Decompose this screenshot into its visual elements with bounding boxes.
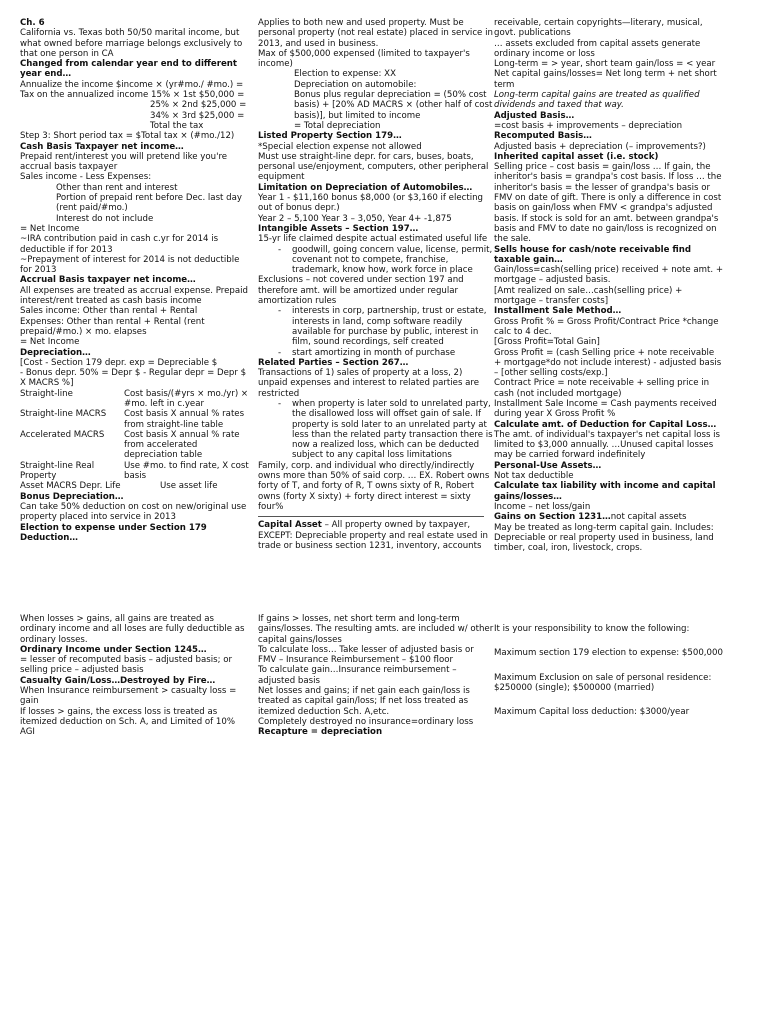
text-line: Transactions of 1) sales of property at a loss, 2) unpaid expenses and interest to related parties are restricted — [258, 368, 480, 399]
dash-marker: - — [278, 347, 282, 358]
depreciation-method: Asset MACRS Depr. Life — [20, 481, 121, 492]
text-line: 15-yr life claimed despite actual estimated useful life — [258, 234, 488, 245]
chapter-heading: Ch. 6 — [20, 18, 45, 28]
text-line: Max of $500,000 expensed (limited to taxpayer's income) — [258, 48, 470, 70]
text-line: To calculate loss… Take lesser of adjusted basis or FMV – Insurance Reimbursement – $100 floor — [258, 644, 474, 666]
depreciation-formula: Cost basis X annual % rates from straight-line table — [124, 409, 245, 430]
text-line: Portion of prepaid rent before Dec. last day (rent paid/#mo.) — [56, 193, 242, 214]
text-line: Long-term = > year, short team gain/loss = < year — [494, 59, 716, 70]
depreciation-method: Straight-line MACRS — [20, 409, 107, 420]
text-line: Income – net loss/gain — [494, 501, 591, 512]
text-line: Family, corp. and individual who directly/indirectly owns more than 50% of said corp. … EX. Robert owns forty of T, and forty of R, T owns sixty of R, Robert owns (forty X sixty) + forty direct interest = sixty four% — [258, 460, 490, 512]
bullet-item — [258, 306, 494, 347]
text-line: Maximum section 179 election to expense: $500,000 — [494, 648, 723, 659]
spacer — [494, 659, 724, 673]
section-heading: Gains on Section 1231… — [494, 512, 611, 523]
text-line: = Net Income — [20, 223, 80, 234]
text-line: Annualize the income $income × (yr#mo./ #mo.) = Tax on the annualized income 15% × 1st $50,000 = — [20, 79, 245, 101]
section-heading: Recomputed Basis… — [494, 131, 592, 142]
section-heading: Calculate amt. of Deduction for Capital Loss… — [494, 419, 717, 430]
column-6 — [494, 624, 724, 717]
capital-asset-term: Capital Asset — [258, 520, 322, 531]
text-line: Sales income - Less Expenses: — [20, 172, 152, 183]
dash-marker: - — [278, 398, 282, 409]
text-line: Long-term capital gains are treated as qualified dividends and taxed that way. — [494, 90, 700, 111]
text-line: Not tax deductible — [494, 471, 574, 482]
divider — [258, 516, 484, 517]
text-line: receivable, certain copyrights—literary, musical, govt. publications — [494, 18, 703, 39]
text-line: Maximum Capital loss deduction: $3000/year — [494, 707, 690, 718]
text-line: 25% × 2nd $25,000 = — [150, 100, 247, 111]
depreciation-row — [20, 409, 252, 430]
depreciation-row — [20, 461, 252, 482]
spacer — [494, 634, 724, 648]
section-heading: Inherited capital asset (i.e. stock) — [494, 151, 659, 162]
text-line: Step 3: Short period tax = $Total tax × (#mo./12) — [20, 131, 235, 142]
text-line: 34% × 3rd $25,000 = — [150, 110, 245, 121]
section-heading: Intangible Assets – Section 197… — [258, 223, 419, 234]
capital-asset-text: – All property owned by taxpayer, EXCEPT: Depreciable property and real estate used in trade or business section 1231, inventory, accounts — [258, 520, 488, 551]
section-heading: Cash Basis Taxpayer net income… — [20, 141, 184, 152]
text-line: To calculate gain…Insurance reimbursement – adjusted basis — [258, 665, 457, 686]
text-line: Bonus plus regular depreciation = (50% cost basis) + [20% AD MACRS × (other half of cost basis)], but limited to income — [294, 90, 493, 121]
section-heading: Listed Property Section 179… — [258, 131, 402, 142]
section-heading: Changed from calendar year end to different year end… — [20, 59, 237, 80]
bullet-text: interests in corp, partnership, trust or estate, interests in land, comp software readily available for purchase by public, interest in film, sound recordings, self created — [292, 306, 487, 348]
section-heading: Personal-Use Assets… — [494, 460, 602, 471]
column-5 — [258, 614, 494, 738]
text-line: Sales income: Other than rental + Rental — [20, 306, 198, 317]
text-line: *Special election expense not allowed — [258, 141, 422, 152]
depreciation-row — [20, 481, 252, 491]
text-line: Other than rent and interest — [56, 182, 178, 193]
section-heading: Limitation on Depreciation of Automobiles… — [258, 182, 473, 193]
section-heading: Depreciation… — [20, 347, 91, 358]
depreciation-formula: Cost basis X annual % rate from accelerated depreciation table — [124, 429, 240, 461]
text-line: … assets excluded from capital assets generate ordinary income or loss — [494, 38, 701, 59]
depreciation-formula: Use asset life — [160, 481, 218, 492]
section-heading: Installment Sale Method… — [494, 306, 622, 317]
dash-marker: - — [278, 244, 282, 255]
text-line: Year 1 - $11,160 bonus $8,000 (or $3,160 if electing out of bonus depr.) — [258, 193, 484, 214]
text-line: Applies to both new and used property. Must be personal property (not real estate) placed in service in 2013, and used in business. — [258, 18, 493, 49]
text-line: Expenses: Other than rental + Rental (rent prepaid/#mo.) × mo. elapses — [20, 316, 205, 337]
bullet-item — [258, 245, 494, 276]
text-line: Must use straight-line depr. for cars, buses, boats, personal use/enjoyment, computers, other peripheral equipment — [258, 151, 489, 183]
text-line: Election to expense: XX — [294, 69, 396, 80]
column-1 — [20, 18, 252, 543]
text-line: Adjusted basis + depreciation (– improvements?) — [494, 141, 706, 152]
bullet-item — [258, 348, 494, 358]
text-line: Interest do not include — [56, 213, 154, 224]
text-line: ~IRA contribution paid in cash c.yr for 2014 is deductible if for 2013 — [20, 234, 219, 255]
text-line: Exclusions – not covered under section 197 and therefore amt. will be amortized under regular amortization rules — [258, 275, 464, 307]
text-line: Prepaid rent/interest you will pretend like you're accrual basis taxpayer — [20, 151, 228, 173]
text-line: [Cost - Section 179 depr. exp = Depreciable $ — [20, 357, 218, 368]
text-line: = lesser of recomputed basis – adjusted basis; or selling price – adjusted basis — [20, 655, 233, 676]
section-heading: Recapture = depreciation — [258, 727, 383, 738]
text-line: All expenses are treated as accrual expense. Prepaid interest/rent treated as cash basis income — [20, 285, 248, 307]
text-line: = Net Income — [20, 337, 80, 348]
text-line: If gains > losses, net short term and long-term gains/losses. The resulting amts. are included w/ other capital gains/losses — [258, 614, 494, 645]
section-heading: Related Parties – Section 267… — [258, 357, 409, 368]
column-4 — [20, 614, 252, 738]
bullet-text: start amortizing in month of purchase — [292, 347, 456, 358]
text-line: Selling price – cost basis = gain/loss … If gain, the inheritor's basis = grandpa's cost basis. If loss … the inheritor's basis = the lesser of grandpa's basis or FMV on date of gift. There is only a difference in cost basis on gain/loss when FMV < grandpa's adjusted basis. If stock is sold for an amt. between grandpa's basis and FMV to date no gain/loss is recognized on the sale. — [494, 162, 722, 245]
text-line: It is your responsibility to know the following: — [494, 624, 690, 634]
text-line: Maximum Exclusion on sale of personal residence: $250000 (single); $500000 (married) — [494, 672, 712, 693]
text-line: Gain/loss=cash(selling price) received + note amt. + mortgage – adjusted basis. — [494, 265, 724, 286]
dash-marker: - — [278, 306, 282, 317]
section-heading: Accrual Basis taxpayer net income… — [20, 275, 196, 286]
depreciation-row — [20, 389, 252, 410]
text-line: Year 2 – 5,100 Year 3 – 3,050, Year 4+ -1,875 — [258, 213, 452, 224]
text-line: ~Prepayment of interest for 2014 is not deductible for 2013 — [20, 254, 240, 276]
text-line: Installment Sale Income = Cash payments received during year X Gross Profit % — [494, 398, 717, 420]
depreciation-method: Accelerated MACRS — [20, 429, 105, 440]
text-line: Contract Price = note receivable + selling price in cash (not included mortgage) — [494, 378, 710, 399]
bullet-text: goodwill, going concern value, license, permit, covenant not to compete, franchise, trademark, know how, work force in place — [292, 244, 493, 276]
capital-asset-definition — [258, 520, 494, 551]
text-line: - Bonus depr. 50% = Depr $ - Regular depr = Depr $ X MACRS %] — [20, 368, 247, 389]
section-heading: Ordinary Income under Section 1245… — [20, 644, 207, 655]
depreciation-method: Straight-line — [20, 388, 73, 399]
section-heading: Sells house for cash/note receivable find taxable gain… — [494, 244, 692, 265]
depreciation-method: Straight-line Real Property — [20, 460, 95, 482]
text-line: [Amt realized on sale…cash(selling price) + mortgage – transfer costs] — [494, 285, 683, 307]
column-2 — [258, 18, 494, 551]
section-1231-line — [494, 512, 724, 522]
text-line: When losses > gains, all gains are treated as ordinary income and all loses are fully deductible as ordinary losses. — [20, 614, 245, 645]
text-line: Completely destroyed no insurance=ordinary loss — [258, 716, 474, 727]
depreciation-row — [20, 430, 252, 461]
text-line: =cost basis + improvements – depreciation — [494, 120, 683, 131]
text-line: The amt. of individual's taxpayer's net capital loss is limited to $3,000 annually. …Unused capital losses may be carried forward indefinitely — [494, 429, 721, 461]
text-line: Gross Profit % = Gross Profit/Contract Price *change calc to 4 dec. — [494, 316, 719, 337]
section-heading: Adjusted Basis… — [494, 110, 575, 121]
text-line: May be treated as long-term capital gain. Includes: Depreciable or real property used in business, land timber, coal, iron, livestock, crops. — [494, 522, 714, 554]
text-line: When Insurance reimbursement > casualty loss = gain — [20, 686, 237, 707]
bullet-item — [258, 399, 494, 461]
text-line: Can take 50% deduction on cost on new/original use property placed into service in 2013 — [20, 501, 247, 523]
column-3 — [494, 18, 724, 553]
section-heading: Casualty Gain/Loss…Destroyed by Fire… — [20, 675, 216, 686]
text-line: Net losses and gains; if net gain each gain/loss is treated as capital gain/loss; If net loss treated as itemized deduction Sch. A,etc. — [258, 686, 470, 717]
spacer — [494, 693, 724, 707]
section-heading: Bonus Depreciation… — [20, 491, 124, 502]
text-line: Depreciation on automobile: — [294, 79, 417, 90]
bullet-text: when property is later sold to unrelated party, the disallowed loss will offset gain of sale. If property is sold later to an unrelated party at less than the related party transaction there is now a realized loss, which can be deducted subject to any capital loss limitations — [292, 398, 493, 461]
section-heading: Election to expense under Section 179 Deduction… — [20, 522, 207, 543]
text-line: Gross Profit = (cash Selling price + note receivable + mortgage*do not include interest) - adjusted basis – [other selling costs/exp.] — [494, 347, 722, 379]
text-line: If losses > gains, the excess loss is treated as itemized deduction on Sch. A, and Limited of 10% AGI — [20, 706, 236, 738]
text-line: not capital assets — [610, 512, 687, 523]
section-heading: Calculate tax liability with income and capital gains/losses… — [494, 481, 716, 502]
text-line: California vs. Texas both 50/50 marital income, but what owned before marriage belongs exclusively to that one person in CA — [20, 28, 243, 59]
depreciation-formula: Use #mo. to find rate, X cost basis — [124, 460, 249, 482]
depreciation-formula: Cost basis/(#yrs × mo./yr) × #mo. left in c.year — [124, 388, 249, 409]
text-line: Total the tax — [150, 120, 204, 131]
text-line: = Total depreciation — [294, 120, 381, 131]
text-line: [Gross Profit=Total Gain] — [494, 337, 600, 348]
text-line: Net capital gains/losses= Net long term + net short term — [494, 69, 717, 90]
